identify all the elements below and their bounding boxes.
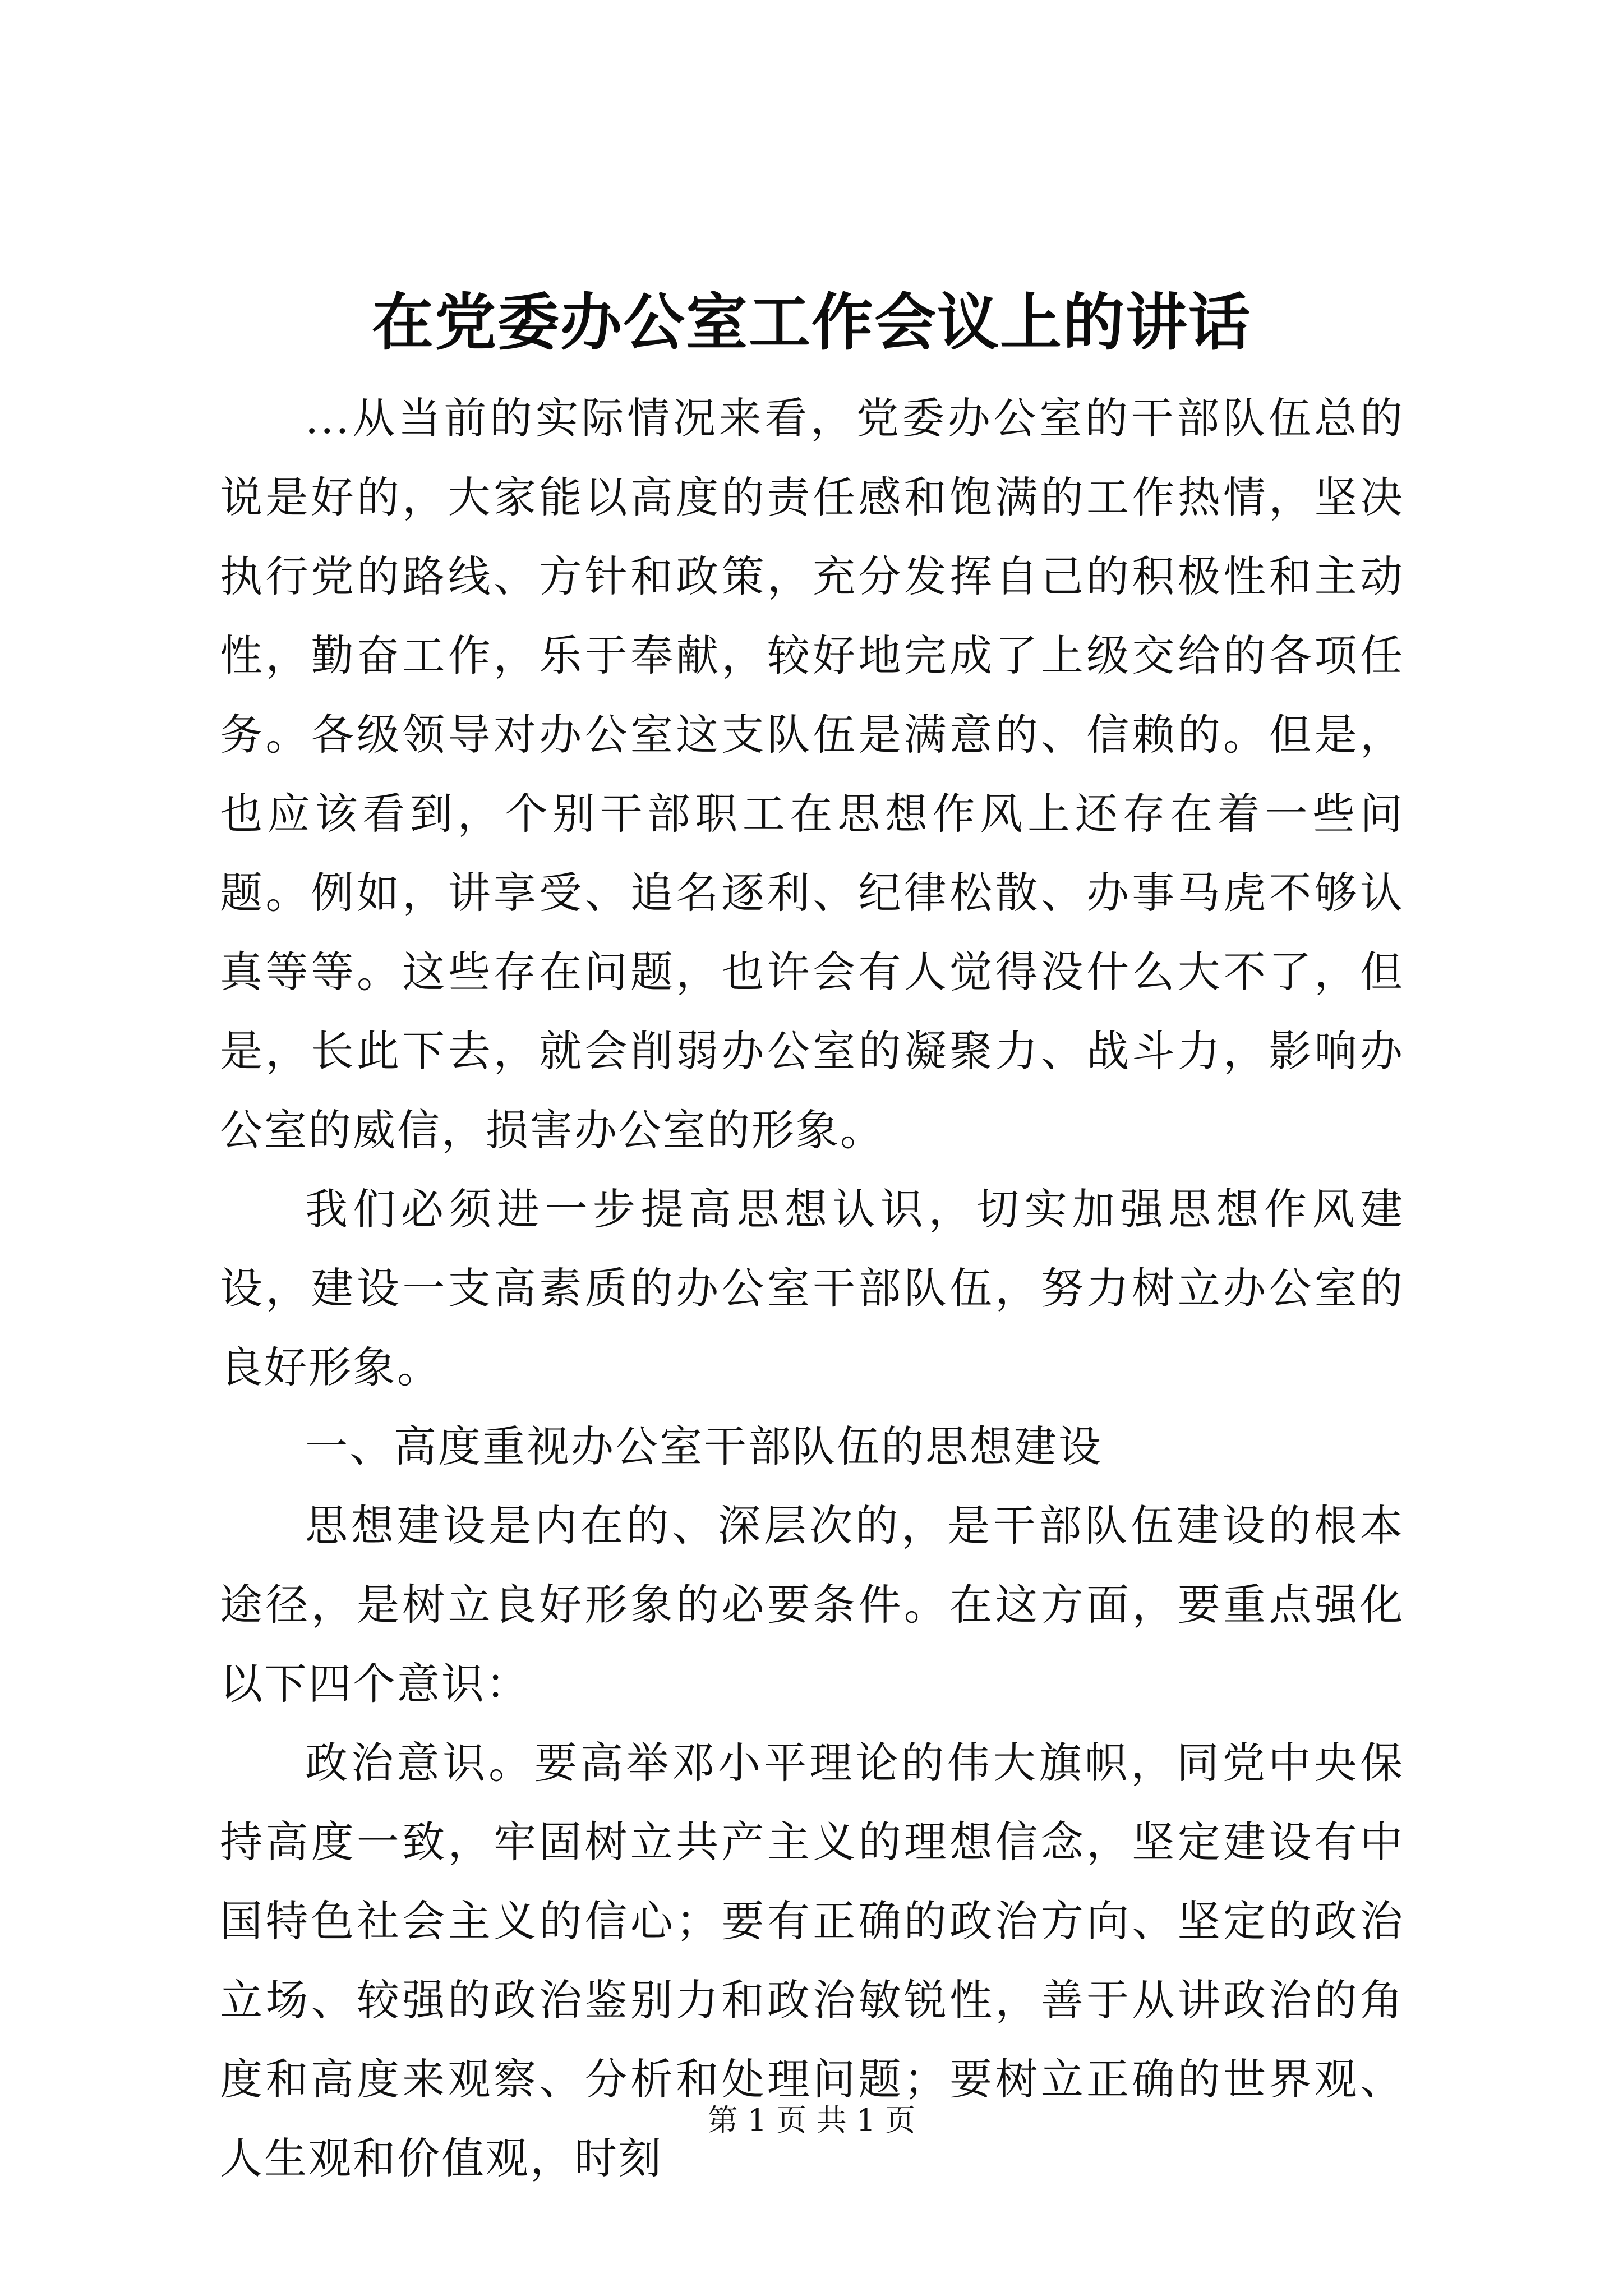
document-title: 在党委办公室工作会议上的讲话: [372, 286, 1251, 358]
section-heading-1: 一、高度重视办公室干部队伍的思想建设: [305, 1421, 1103, 1471]
page-number: 第 1 页 共 1 页: [707, 2102, 916, 2138]
document-body: [220, 379, 1404, 2198]
paragraph-political-awareness: 政治意识。要高举邓小平理论的伟大旗帜，同党中央保持高度一致，牢固树立共产主义的理想信念，坚定建设有中国特色社会主义的信心；要有正确的政治方向、坚定的政治立场、较强的政治鉴别力和政治敏锐性，善于从讲政治的角度和高度来观察、分析和处理问题；要树立正确的世界观、人生观和价值观，时刻: [220, 1738, 1404, 2183]
paragraph-goal: 我们必须进一步提高思想认识，切实加强思想作风建设，建设一支高素质的办公室干部队伍，努力树立办公室的良好形象。: [220, 1184, 1404, 1392]
paragraph-intro: ...从当前的实际情况来看，党委办公室的干部队伍总的说是好的，大家能以高度的责任感和饱满的工作热情，坚决执行党的路线、方针和政策，充分发挥自己的积极性和主动性，勤奋工作，乐于奉献，较好地完成了上级交给的各项任务。各级领导对办公室这支队伍是满意的、信赖的。但是，也应该看到，个别干部职工在思想作风上还存在着一些问题。例如，讲享受、追名逐利、纪律松散、办事马虎不够认真等等。这些存在问题，也许会有人觉得没什么大不了，但是，长此下去，就会削弱办公室的凝聚力、战斗力，影响办公室的威信，损害办公室的形象。: [220, 393, 1404, 1155]
page-footer: [0, 2098, 1623, 2143]
paragraph-thought-building: 思想建设是内在的、深层次的，是干部队伍建设的根本途径，是树立良好形象的必要条件。在这方面，要重点强化以下四个意识：: [220, 1501, 1404, 1709]
